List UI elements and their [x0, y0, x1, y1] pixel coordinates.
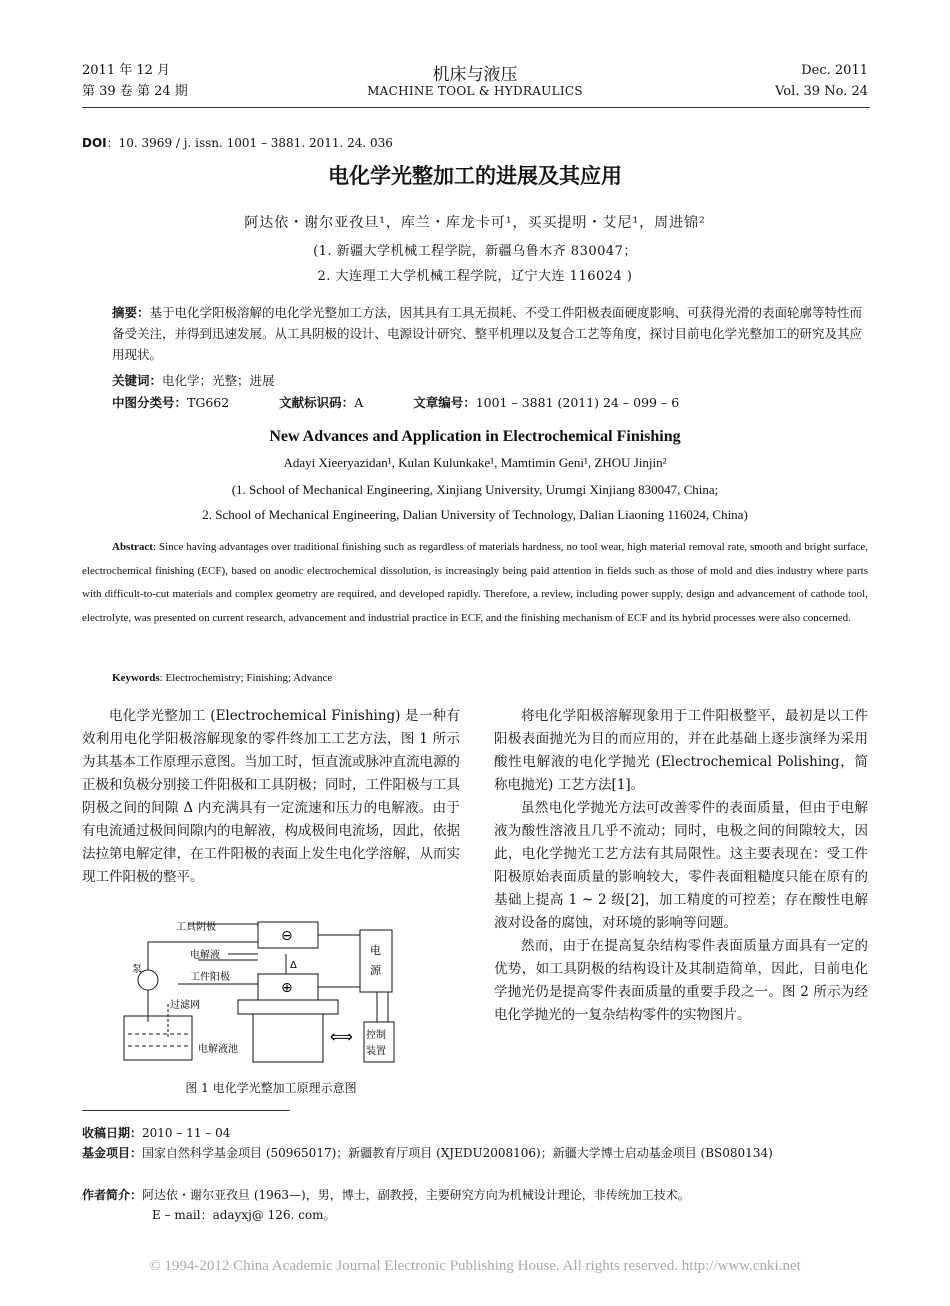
keywords-cn-label: 关键词： [112, 373, 163, 388]
cls-label: 中图分类号： [112, 395, 188, 410]
doi-line [82, 134, 393, 151]
journal-title-en: MACHINE TOOL & HYDRAULICS [367, 84, 583, 98]
machine-table [253, 1014, 323, 1062]
received-date [82, 1124, 872, 1143]
label-pump: 泵 [132, 964, 142, 975]
label-filter: 过滤网 [170, 1000, 200, 1011]
fund-info [82, 1144, 872, 1163]
label-gap-delta: Δ [290, 960, 297, 971]
journal-title-cn: 机床与液压 [432, 65, 518, 85]
electrolyte-tank [124, 1016, 192, 1060]
figure-1-diagram [118, 918, 418, 1078]
label-power-2: 源 [370, 964, 381, 977]
issue-volume: 第 39 卷 第 24 期 [82, 84, 188, 99]
keywords-en-label: Keywords [112, 672, 160, 684]
abstract-en [82, 536, 868, 630]
footnote-rule [82, 1110, 290, 1111]
keywords-en [112, 672, 332, 684]
abstract-cn-label: 摘要： [112, 305, 150, 320]
body-left-column [82, 705, 460, 889]
body-right-paragraph-3: 然而，由于在提高复杂结构零件表面质量方面具有一定的优势，如工具阴极的结构设计及其制造简单，因此，目前电化学抛光仍是提高零件表面质量的重要手段之一。图 2 所示为经电化学抛光的一复杂结构零件的实物图片。 [494, 938, 868, 1023]
classification-line [112, 392, 867, 413]
received-label: 收稿日期： [82, 1126, 143, 1140]
issue-volume-en: Vol. 39 No. 24 [775, 84, 868, 99]
abstract-cn-text: 基于电化学阳极溶解的电化学光整加工方法，因其具有工具无损耗、不受工件阳极表面硬度影响、可获得光滑的表面轮廓等特性而备受关注，并得到迅速发展。从工具阴极的设计、电源设计研究、整平机理以及复合工艺等角度，探讨目前电化学光整加工的研究及其应用现状。 [112, 305, 863, 362]
paper-title-en: New Advances and Application in Electrochemical Finishing [269, 428, 681, 445]
paper-title-cn: 电化学光整加工的进展及其应用 [328, 164, 622, 188]
label-tank: 电解液池 [198, 1044, 238, 1055]
doc-code-label: 文献标识码： [279, 395, 355, 410]
body-right-column [494, 705, 868, 1027]
label-electrolyte: 电解液 [190, 950, 220, 961]
label-workpiece-anode: 工件阳极 [190, 972, 230, 983]
power-supply-box [360, 930, 392, 992]
author-label: 作者简介： [82, 1188, 143, 1202]
body-left-paragraph-1: 电化学光整加工 (Electrochemical Finishing) 是一种有效利用电化学阳极溶解现象的零件终加工工艺方法，图 1 所示为其基本工作原理示意图。当加工时，恒直流或脉冲直流电源的正极和负极分别接工件阳极和工具阴极；同时，工件阳极与工具阴极之间的间隙 Δ 内充满具有一定流速和压力的电解液。由于有电流通过极间间隙内的电解液，构成极间电流场，因此，依据法拉第电解定律，在工件阳极的表面上发生电化学溶解，从而实现工件阳极的整平。 [82, 708, 460, 885]
fund-label: 基金项目： [82, 1146, 143, 1160]
affiliation-en-1: (1. School of Mechanical Engineering, Xinjiang University, Urumgi Xinjiang 830047, China; [231, 482, 719, 497]
header-rule [82, 107, 870, 108]
affiliation-cn-2: 2. 大连理工大学机械工程学院，辽宁大连 116024 ) [317, 269, 633, 284]
keywords-en-text: : Electrochemistry; Finishing; Advance [159, 672, 333, 684]
bidirectional-arrow: ⟺ [330, 1027, 353, 1046]
fund-value: 国家自然科学基金项目 (50965017)；新疆教育厅项目 (XJEDU2008106)；新疆大学博士启动基金项目 (BS080134) [142, 1146, 773, 1160]
abstract-cn [112, 302, 867, 365]
issue-date: 2011 年 12 月 [82, 63, 171, 78]
abstract-en-label: Abstract [112, 541, 153, 553]
authors-en: Adayi Xieeryazidan¹, Kulan Kulunkake¹, Mamtimin Geni¹, ZHOU Jinjin² [283, 455, 667, 470]
figure-1-caption: 图 1 电化学光整加工原理示意图 [185, 1081, 357, 1095]
cls-value: TG662 [187, 395, 230, 410]
author-bio [82, 1186, 872, 1205]
body-right-paragraph-1: 将电化学阳极溶解现象用于工件阳极整平，最初是以工件阳极表面抛光为目的而应用的，并在此基础上逐步演绎为采用酸性电解液的电化学抛光 (Electrochemical Polishing，简称电抛光) 工艺方法[1]。 [494, 708, 868, 793]
keywords-cn-text: 电化学；光整；进展 [162, 373, 275, 388]
author-email: E – mail：adayxj@ 126. com。 [152, 1208, 336, 1222]
plus-symbol: ⊕ [281, 980, 293, 996]
keywords-cn [112, 370, 867, 391]
authors-cn: 阿达依・谢尔亚孜旦¹，库兰・库龙卡可¹，买买提明・艾尼¹，周进锦² [244, 215, 706, 231]
affiliation-cn-1: (1. 新疆大学机械工程学院，新疆乌鲁木齐 830047； [313, 244, 637, 259]
label-control-1: 控制 [366, 1030, 386, 1041]
received-value: 2010 – 11 – 04 [142, 1126, 231, 1140]
workpiece-base [238, 1000, 338, 1014]
doi-value: ：10. 3969 / j. issn. 1001 – 3881. 2011. 24. 036 [106, 136, 393, 150]
body-right-paragraph-2: 虽然电化学抛光方法可改善零件的表面质量，但由于电解液为酸性溶液且几乎不流动；同时，电极之间的间隙较大，因此，电化学抛光工艺方法有其局限性。这主要表现在：受工件阳极原始表面质量的影响较大，零件表面粗糙度只能在原有的基础上提高 1 ~ 2 级[2]，加工精度的可控差；存在酸性电解液对设备的腐蚀，对环境的影响等问题。 [494, 800, 868, 931]
author-value: 阿达依・谢尔亚孜旦 (1963—)，男，博士，副教授，主要研究方向为机械设计理论，非传统加工技术。 [142, 1188, 690, 1202]
issue-date-en: Dec. 2011 [801, 63, 868, 78]
doi-label: DOI [82, 136, 107, 150]
copyright-footer: © 1994-2012 China Academic Journal Electronic Publishing House. All rights reserved. http://www.cnki.net [149, 1258, 801, 1274]
label-tool-cathode: 工具阴极 [176, 922, 216, 933]
abstract-en-text: : Since having advantages over traditional finishing such as regardless of materials hardness, no tool wear, high material removal rate, smooth and bright surface, electrochemical finishing (ECF), based on anodic electrochemical dissolution, is increasingly being paid attention in fields such as those of mold and dies industry where parts with difficult-to-cut materials and complex geometry are required, and developed rapidly. Therefore, a review, including power supply, design and advancement of cathode tool, electrolyte, was presented on current research, advancement and industrial practice in ECF, and the finishing mechanism of ECF and its hybrid processes were also concerned. [82, 541, 868, 624]
article-no-value: 1001 – 3881 (2011) 24 – 099 – 6 [475, 395, 680, 410]
affiliation-en-2: 2. School of Mechanical Engineering, Dalian University of Technology, Dalian Liaoning 116024, China) [202, 507, 748, 522]
label-control-2: 装置 [366, 1046, 386, 1057]
label-power-1: 电 [370, 944, 381, 957]
minus-symbol: ⊖ [281, 928, 293, 944]
article-no-label: 文章编号： [413, 395, 476, 410]
doc-code-value: A [354, 395, 364, 410]
